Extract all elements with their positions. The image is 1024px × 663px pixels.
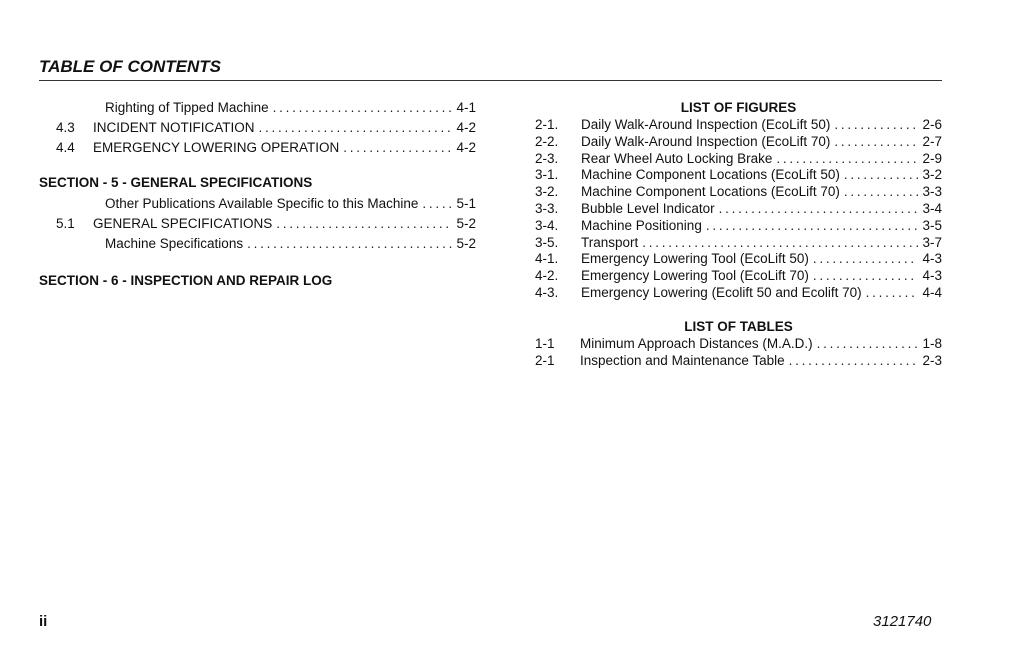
- entry-number: 1-1: [535, 335, 555, 351]
- dot-leader: [813, 251, 919, 268]
- toc-entry[interactable]: [39, 98, 476, 118]
- list-of-figures-heading: LIST OF FIGURES: [680, 100, 797, 115]
- entry-page: 2-9: [922, 150, 942, 166]
- entry-page: 4-4: [922, 284, 942, 300]
- entry-page: 2-3: [922, 352, 942, 368]
- entry-number: 3-4.: [535, 217, 559, 233]
- table-entry[interactable]: [535, 353, 942, 370]
- contents-group-section-5: [39, 194, 476, 254]
- dot-leader: [844, 184, 919, 201]
- entry-title: Emergency Lowering Tool (EcoLift 70): [581, 268, 809, 284]
- figure-entry[interactable]: [535, 218, 942, 235]
- toc-entry[interactable]: [39, 194, 476, 214]
- entry-page: 5-1: [456, 196, 476, 211]
- dot-leader: [719, 201, 919, 218]
- dot-leader: [776, 151, 918, 168]
- figure-entry[interactable]: [535, 167, 942, 184]
- dot-leader: [817, 336, 919, 353]
- dot-leader: [834, 134, 918, 151]
- figure-entry[interactable]: [535, 151, 942, 168]
- dot-leader: [343, 138, 452, 158]
- entry-page: 5-2: [456, 236, 476, 251]
- list-of-tables-heading: LIST OF TABLES: [684, 318, 793, 334]
- entry-title: Daily Walk-Around Inspection (EcoLift 50): [581, 117, 831, 132]
- entry-page: 3-5: [922, 217, 942, 233]
- entry-number: 4-3.: [535, 284, 559, 300]
- entry-number: 2-1: [535, 352, 555, 368]
- figure-entry[interactable]: [535, 117, 942, 134]
- page-number: ii: [39, 613, 48, 630]
- entry-title: Bubble Level Indicator: [581, 200, 715, 216]
- entry-title: Machine Component Locations (EcoLift 50): [581, 167, 840, 183]
- entry-title: EMERGENCY LOWERING OPERATION: [93, 140, 340, 155]
- dot-leader: [706, 218, 919, 235]
- section-5-heading[interactable]: SECTION - 5 - GENERAL SPECIFICATIONS: [39, 175, 313, 190]
- entry-title: Emergency Lowering Tool (EcoLift 50): [581, 251, 809, 267]
- entry-page: 1-8: [922, 335, 942, 351]
- lists-column: [535, 99, 942, 369]
- figure-entry[interactable]: [535, 251, 942, 268]
- entry-title: Minimum Approach Distances (M.A.D.): [580, 335, 813, 351]
- entry-title: GENERAL SPECIFICATIONS: [93, 216, 273, 231]
- toc-entry[interactable]: [39, 118, 476, 138]
- entry-number: 4-1.: [535, 251, 559, 267]
- figures-list: [535, 117, 942, 302]
- entry-number: 3-2.: [535, 184, 559, 200]
- entry-title: Machine Positioning: [581, 217, 702, 233]
- dot-leader: [276, 214, 452, 234]
- dot-leader: [866, 285, 919, 302]
- entry-title: Other Publications Available Specific to this Machine: [105, 196, 419, 211]
- entry-title: Machine Specifications: [105, 236, 244, 251]
- entry-number: 5.1: [56, 216, 75, 231]
- dot-leader: [247, 234, 452, 254]
- entry-page: 4-2: [456, 140, 476, 155]
- entry-page: 3-7: [922, 234, 942, 250]
- toc-entry[interactable]: [39, 138, 476, 158]
- entry-page: 3-2: [922, 167, 942, 183]
- entry-page: 2-7: [922, 133, 942, 149]
- page-title: TABLE OF CONTENTS: [39, 57, 942, 81]
- entry-title: Machine Component Locations (EcoLift 70): [581, 184, 840, 200]
- entry-title: Transport: [581, 234, 639, 250]
- entry-page: 4-2: [456, 120, 476, 135]
- dot-leader: [789, 353, 919, 370]
- entry-title: Emergency Lowering (Ecolift 50 and Ecolift 70): [581, 284, 862, 300]
- dot-leader: [844, 167, 919, 184]
- dot-leader: [273, 98, 453, 118]
- dot-leader: [642, 235, 918, 252]
- entry-page: 4-3: [922, 268, 942, 284]
- contents-column: [39, 98, 476, 292]
- entry-title: INCIDENT NOTIFICATION: [93, 120, 255, 135]
- entry-page: 3-4: [922, 200, 942, 216]
- figure-entry[interactable]: [535, 235, 942, 252]
- dot-leader: [834, 117, 918, 134]
- entry-page: 4-1: [456, 100, 476, 115]
- dot-leader: [259, 118, 453, 138]
- entry-number: 4-2.: [535, 268, 559, 284]
- figure-entry[interactable]: [535, 184, 942, 201]
- entry-page: 4-3: [922, 251, 942, 267]
- entry-title: Rear Wheel Auto Locking Brake: [581, 150, 773, 166]
- entry-title: Daily Walk-Around Inspection (EcoLift 70): [581, 133, 831, 149]
- entry-number: 2-1.: [535, 117, 559, 132]
- figure-entry[interactable]: [535, 134, 942, 151]
- tables-list: [535, 336, 942, 370]
- entry-title: Inspection and Maintenance Table: [580, 352, 785, 368]
- section-6-heading[interactable]: SECTION - 6 - INSPECTION AND REPAIR LOG: [39, 273, 333, 288]
- dot-leader: [813, 268, 919, 285]
- figure-entry[interactable]: [535, 268, 942, 285]
- dot-leader: [422, 194, 452, 214]
- contents-group-section-4: [39, 98, 476, 158]
- entry-page: 2-6: [922, 117, 942, 132]
- entry-page: 5-2: [456, 216, 476, 231]
- toc-entry[interactable]: [39, 214, 476, 234]
- entry-title: Righting of Tipped Machine: [105, 100, 269, 115]
- entry-number: 4.4: [56, 140, 75, 155]
- figure-entry[interactable]: [535, 201, 942, 218]
- table-entry[interactable]: [535, 336, 942, 353]
- entry-number: 3-3.: [535, 200, 559, 216]
- toc-entry[interactable]: [39, 234, 476, 254]
- entry-page: 3-3: [922, 184, 942, 200]
- figure-entry[interactable]: [535, 285, 942, 302]
- document-number: 3121740: [873, 613, 932, 630]
- entry-number: 3-1.: [535, 167, 559, 183]
- entry-number: 3-5.: [535, 234, 559, 250]
- entry-number: 2-3.: [535, 150, 559, 166]
- entry-number: 4.3: [56, 120, 75, 135]
- entry-number: 2-2.: [535, 133, 559, 149]
